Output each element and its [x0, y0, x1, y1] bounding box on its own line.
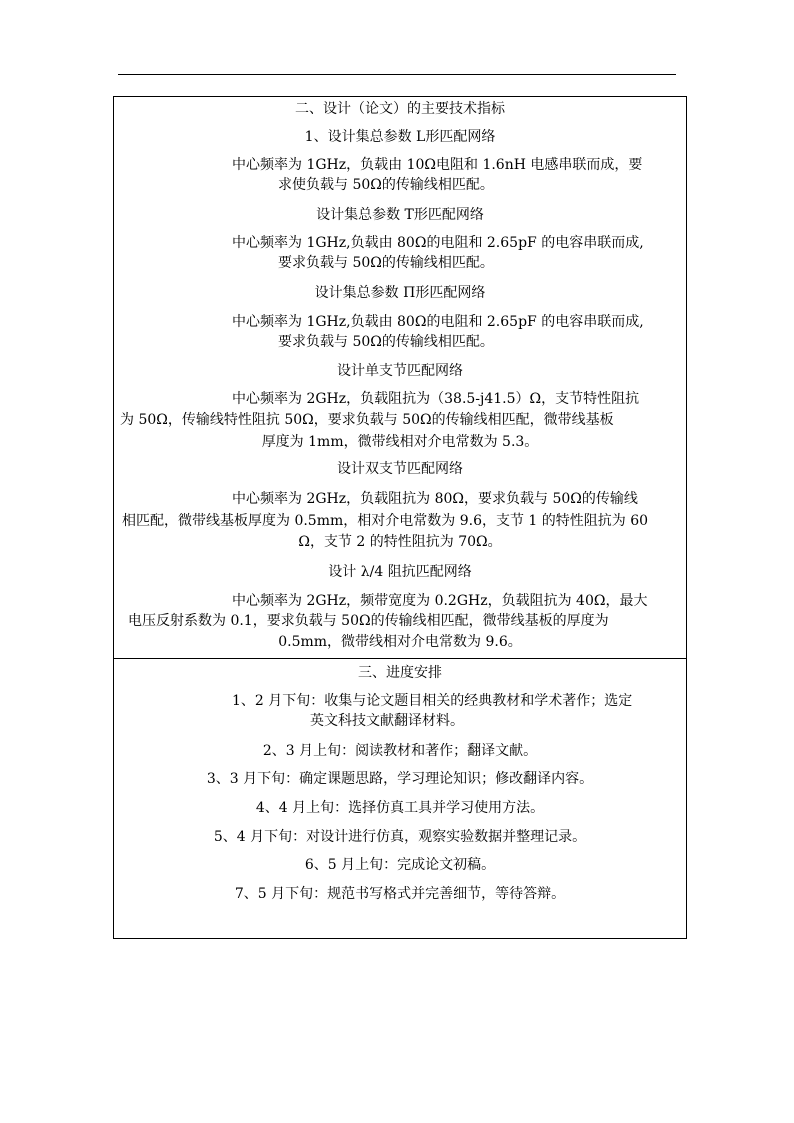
spec-title-single-stub: 设计单支节匹配网络	[337, 363, 463, 379]
spec-text: 0.5mm，微带线相对介电常数为 9.6。	[278, 634, 522, 650]
section-heading: 二、设计（论文）的主要技术指标	[295, 101, 505, 117]
spec-text: 要求负载与 50Ω的传输线相匹配。	[278, 334, 494, 350]
spec-text: 电压反射系数为 0.1，要求负载与 50Ω的传输线相匹配，微带线基板的厚度为	[128, 613, 609, 629]
spec-text: 中心频率为 2GHz，负载阻抗为（38.5-j41.5）Ω，支节特性阻抗	[232, 391, 640, 407]
spec-text: 厚度为 1mm，微带线相对介电常数为 5.3。	[261, 434, 539, 450]
schedule-item: 英文科技文献翻译材料。	[310, 713, 464, 729]
spec-text: 中心频率为 2GHz，负载阻抗为 80Ω，要求负载与 50Ω的传输线	[232, 491, 638, 507]
spec-text: 中心频率为 2GHz，频带宽度为 0.2GHz，负载阻抗为 40Ω，最大	[232, 593, 648, 609]
schedule-section	[113, 658, 687, 939]
spec-title-l-network: 1、设计集总参数 L形匹配网络	[304, 129, 496, 145]
schedule-item: 5、4 月下旬：对设计进行仿真，观察实验数据并整理记录。	[213, 829, 587, 845]
spec-title-t-network: 设计集总参数 T形匹配网络	[316, 207, 484, 223]
technical-specs-section	[113, 96, 687, 659]
section-heading: 三、进度安排	[358, 665, 442, 681]
schedule-item: 7、5 月下旬：规范书写格式并完善细节，等待答辩。	[234, 886, 566, 902]
schedule-item: 6、5 月上旬：完成论文初稿。	[304, 857, 496, 873]
spec-text: 相匹配，微带线基板厚度为 0.5mm，相对介电常数为 9.6，支节 1 的特性阻抗为 60	[122, 513, 649, 529]
schedule-item: 4、4 月上旬：选择仿真工具并学习使用方法。	[255, 800, 545, 816]
spec-title-pi-network: 设计集总参数 Π形匹配网络	[314, 285, 486, 301]
spec-text: 中心频率为 1GHz，负载由 10Ω电阻和 1.6nH 电感串联而成，要	[232, 157, 643, 173]
schedule-item: 2、3 月上旬：阅读教材和著作；翻译文献。	[262, 743, 538, 759]
spec-text: 要求负载与 50Ω的传输线相匹配。	[278, 255, 494, 271]
header-rule	[118, 74, 676, 75]
schedule-item: 3、3 月下旬：确定课题思路，学习理论知识；修改翻译内容。	[206, 771, 594, 787]
schedule-item: 1、2 月下旬：收集与论文题目相关的经典教材和学术著作；选定	[232, 693, 633, 709]
spec-title-double-stub: 设计双支节匹配网络	[337, 461, 463, 477]
spec-text: 求使负载与 50Ω的传输线相匹配。	[278, 177, 494, 193]
spec-title-quarter-wave: 设计 λ/4 阻抗匹配网络	[328, 564, 472, 580]
spec-text: 中心频率为 1GHz,负载由 80Ω的电阻和 2.65pF 的电容串联而成,	[232, 314, 644, 330]
spec-text: 为 50Ω，传输线特性阻抗 50Ω，要求负载与 50Ω的传输线相匹配，微带线基板	[120, 412, 614, 428]
spec-text: Ω，支节 2 的特性阻抗为 70Ω。	[298, 534, 502, 550]
spec-text: 中心频率为 1GHz,负载由 80Ω的电阻和 2.65pF 的电容串联而成,	[232, 235, 644, 251]
